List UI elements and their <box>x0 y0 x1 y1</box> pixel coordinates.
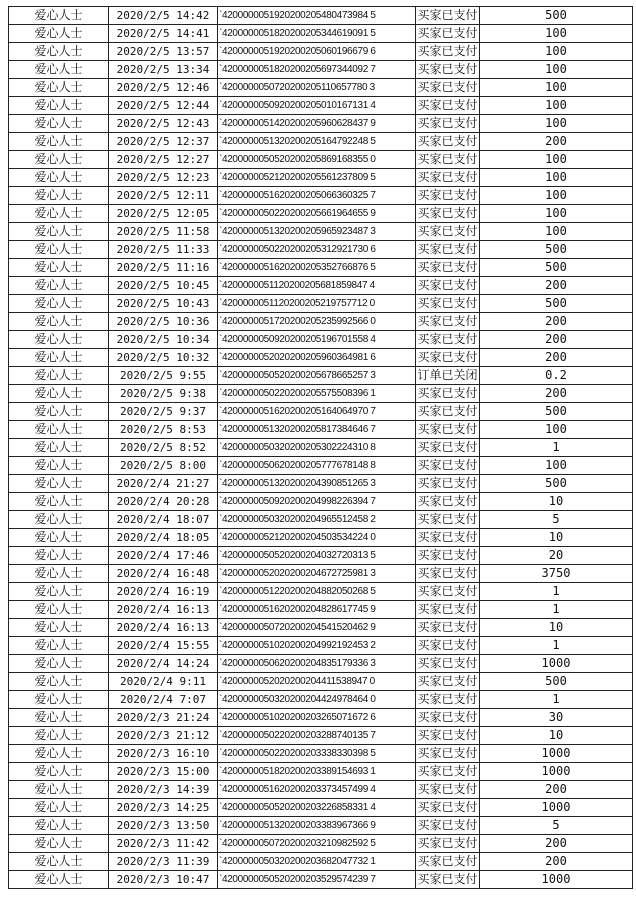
order-number-cell: `4200000051320200205164792248 5 <box>218 133 416 151</box>
payment-time-cell: 2020/2/4 18:07 <box>109 511 218 529</box>
payment-time-cell: 2020/2/5 9:38 <box>109 385 218 403</box>
payment-time-cell: 2020/2/5 12:46 <box>109 79 218 97</box>
order-number-cell: `4200000050920200205196701558 4 <box>218 331 416 349</box>
table-row <box>9 421 633 439</box>
payment-time-cell: 2020/2/3 10:47 <box>109 871 218 889</box>
donor-name-cell: 爱心人士 <box>9 421 109 439</box>
table-row <box>9 331 633 349</box>
amount-cell: 10 <box>480 727 633 745</box>
amount-cell: 100 <box>480 97 633 115</box>
order-number-cell: `4200000051320200205965923487 3 <box>218 223 416 241</box>
donor-name-cell: 爱心人士 <box>9 475 109 493</box>
donor-name-cell: 爱心人士 <box>9 259 109 277</box>
donor-name-cell: 爱心人士 <box>9 169 109 187</box>
table-row <box>9 475 633 493</box>
donor-name-cell: 爱心人士 <box>9 763 109 781</box>
payment-time-cell: 2020/2/5 13:57 <box>109 43 218 61</box>
donor-name-cell: 爱心人士 <box>9 529 109 547</box>
order-number-cell: `4200000051020200203265071672 6 <box>218 709 416 727</box>
order-status-cell: 买家已支付 <box>416 313 480 331</box>
order-status-cell: 买家已支付 <box>416 187 480 205</box>
donation-table-body <box>9 7 633 889</box>
donor-name-cell: 爱心人士 <box>9 25 109 43</box>
order-number-cell: `4200000051620200205066360325 7 <box>218 187 416 205</box>
amount-cell: 10 <box>480 619 633 637</box>
payment-time-cell: 2020/2/4 21:27 <box>109 475 218 493</box>
order-number-cell: `4200000050220200205312921730 6 <box>218 241 416 259</box>
order-number-cell: `4200000050320200205302224310 8 <box>218 439 416 457</box>
donor-name-cell: 爱心人士 <box>9 493 109 511</box>
donor-name-cell: 爱心人士 <box>9 385 109 403</box>
order-status-cell: 买家已支付 <box>416 853 480 871</box>
order-number-cell: `4200000051720200205235992566 0 <box>218 313 416 331</box>
payment-time-cell: 2020/2/5 10:34 <box>109 331 218 349</box>
payment-time-cell: 2020/2/5 12:05 <box>109 205 218 223</box>
donor-name-cell: 爱心人士 <box>9 115 109 133</box>
table-row <box>9 79 633 97</box>
amount-cell: 200 <box>480 349 633 367</box>
payment-time-cell: 2020/2/3 14:25 <box>109 799 218 817</box>
payment-time-cell: 2020/2/5 9:55 <box>109 367 218 385</box>
table-row <box>9 457 633 475</box>
table-row <box>9 97 633 115</box>
payment-time-cell: 2020/2/4 15:55 <box>109 637 218 655</box>
payment-time-cell: 2020/2/4 9:11 <box>109 673 218 691</box>
payment-time-cell: 2020/2/5 14:41 <box>109 25 218 43</box>
order-status-cell: 买家已支付 <box>416 439 480 457</box>
order-number-cell: `4200000050220200205575508396 1 <box>218 385 416 403</box>
order-number-cell: `4200000051320200204390851265 3 <box>218 475 416 493</box>
order-number-cell: `4200000050320200204965512458 2 <box>218 511 416 529</box>
donor-name-cell: 爱心人士 <box>9 637 109 655</box>
payment-time-cell: 2020/2/5 14:42 <box>109 7 218 25</box>
order-status-cell: 买家已支付 <box>416 457 480 475</box>
donor-name-cell: 爱心人士 <box>9 835 109 853</box>
amount-cell: 100 <box>480 43 633 61</box>
amount-cell: 500 <box>480 259 633 277</box>
order-status-cell: 买家已支付 <box>416 583 480 601</box>
order-status-cell: 买家已支付 <box>416 151 480 169</box>
amount-cell: 500 <box>480 673 633 691</box>
table-row <box>9 169 633 187</box>
amount-cell: 1000 <box>480 871 633 889</box>
amount-cell: 10 <box>480 493 633 511</box>
order-status-cell: 买家已支付 <box>416 637 480 655</box>
order-status-cell: 买家已支付 <box>416 295 480 313</box>
order-status-cell: 订单已关闭 <box>416 367 480 385</box>
table-row <box>9 835 633 853</box>
amount-cell: 1 <box>480 637 633 655</box>
payment-time-cell: 2020/2/5 8:00 <box>109 457 218 475</box>
payment-time-cell: 2020/2/5 12:43 <box>109 115 218 133</box>
order-status-cell: 买家已支付 <box>416 169 480 187</box>
donor-name-cell: 爱心人士 <box>9 205 109 223</box>
order-status-cell: 买家已支付 <box>416 385 480 403</box>
payment-time-cell: 2020/2/4 16:13 <box>109 601 218 619</box>
order-status-cell: 买家已支付 <box>416 475 480 493</box>
payment-time-cell: 2020/2/3 11:42 <box>109 835 218 853</box>
donor-name-cell: 爱心人士 <box>9 745 109 763</box>
table-row <box>9 619 633 637</box>
order-number-cell: `4200000050720200203210982592 5 <box>218 835 416 853</box>
amount-cell: 500 <box>480 403 633 421</box>
table-row <box>9 781 633 799</box>
order-status-cell: 买家已支付 <box>416 25 480 43</box>
donor-name-cell: 爱心人士 <box>9 619 109 637</box>
amount-cell: 100 <box>480 115 633 133</box>
table-row <box>9 493 633 511</box>
order-status-cell: 买家已支付 <box>416 259 480 277</box>
amount-cell: 100 <box>480 25 633 43</box>
order-number-cell: `4200000050620200204835179336 3 <box>218 655 416 673</box>
donor-name-cell: 爱心人士 <box>9 781 109 799</box>
order-number-cell: `4200000050720200204541520462 9 <box>218 619 416 637</box>
payment-time-cell: 2020/2/5 9:37 <box>109 403 218 421</box>
payment-time-cell: 2020/2/3 16:10 <box>109 745 218 763</box>
order-status-cell: 买家已支付 <box>416 763 480 781</box>
order-number-cell: `4200000050720200205110657780 3 <box>218 79 416 97</box>
order-number-cell: `4200000050220200203288740135 7 <box>218 727 416 745</box>
donor-name-cell: 爱心人士 <box>9 295 109 313</box>
order-status-cell: 买家已支付 <box>416 7 480 25</box>
order-status-cell: 买家已支付 <box>416 133 480 151</box>
payment-time-cell: 2020/2/5 8:53 <box>109 421 218 439</box>
amount-cell: 100 <box>480 151 633 169</box>
amount-cell: 20 <box>480 547 633 565</box>
table-row <box>9 727 633 745</box>
table-row <box>9 187 633 205</box>
amount-cell: 100 <box>480 187 633 205</box>
donor-name-cell: 爱心人士 <box>9 547 109 565</box>
table-row <box>9 43 633 61</box>
table-row <box>9 583 633 601</box>
order-status-cell: 买家已支付 <box>416 691 480 709</box>
table-row <box>9 601 633 619</box>
table-row <box>9 817 633 835</box>
payment-time-cell: 2020/2/3 14:39 <box>109 781 218 799</box>
order-number-cell: `4200000050520200204032720313 5 <box>218 547 416 565</box>
table-row <box>9 691 633 709</box>
payment-time-cell: 2020/2/4 16:13 <box>109 619 218 637</box>
order-number-cell: `4200000050220200205661964655 9 <box>218 205 416 223</box>
donor-name-cell: 爱心人士 <box>9 367 109 385</box>
order-status-cell: 买家已支付 <box>416 241 480 259</box>
order-number-cell: `4200000052020200204411538947 0 <box>218 673 416 691</box>
table-row <box>9 277 633 295</box>
table-row <box>9 241 633 259</box>
order-status-cell: 买家已支付 <box>416 799 480 817</box>
order-status-cell: 买家已支付 <box>416 349 480 367</box>
donor-name-cell: 爱心人士 <box>9 277 109 295</box>
donor-name-cell: 爱心人士 <box>9 241 109 259</box>
donor-name-cell: 爱心人士 <box>9 655 109 673</box>
amount-cell: 200 <box>480 277 633 295</box>
payment-time-cell: 2020/2/5 10:32 <box>109 349 218 367</box>
amount-cell: 200 <box>480 781 633 799</box>
table-row <box>9 295 633 313</box>
order-number-cell: `4200000051620200204828617745 9 <box>218 601 416 619</box>
order-status-cell: 买家已支付 <box>416 79 480 97</box>
order-status-cell: 买家已支付 <box>416 709 480 727</box>
order-number-cell: `4200000051620200205164064970 7 <box>218 403 416 421</box>
amount-cell: 0.2 <box>480 367 633 385</box>
payment-time-cell: 2020/2/5 12:44 <box>109 97 218 115</box>
amount-cell: 5 <box>480 817 633 835</box>
donor-name-cell: 爱心人士 <box>9 709 109 727</box>
order-number-cell: `4200000051320200205817384646 7 <box>218 421 416 439</box>
payment-time-cell: 2020/2/5 10:43 <box>109 295 218 313</box>
donor-name-cell: 爱心人士 <box>9 691 109 709</box>
order-status-cell: 买家已支付 <box>416 43 480 61</box>
payment-time-cell: 2020/2/5 12:23 <box>109 169 218 187</box>
donation-table <box>8 6 633 889</box>
table-row <box>9 223 633 241</box>
table-row <box>9 151 633 169</box>
order-number-cell: `4200000052020200204672725981 3 <box>218 565 416 583</box>
table-row <box>9 853 633 871</box>
table-row <box>9 529 633 547</box>
order-status-cell: 买家已支付 <box>416 835 480 853</box>
table-row <box>9 439 633 457</box>
table-row <box>9 133 633 151</box>
payment-time-cell: 2020/2/5 13:34 <box>109 61 218 79</box>
payment-time-cell: 2020/2/4 16:48 <box>109 565 218 583</box>
order-number-cell: `4200000051820200205697344092 7 <box>218 61 416 79</box>
order-number-cell: `4200000051820200203389154693 1 <box>218 763 416 781</box>
table-row <box>9 313 633 331</box>
table-row <box>9 655 633 673</box>
order-status-cell: 买家已支付 <box>416 493 480 511</box>
payment-time-cell: 2020/2/5 12:37 <box>109 133 218 151</box>
order-status-cell: 买家已支付 <box>416 817 480 835</box>
order-number-cell: `4200000052020200205960364981 6 <box>218 349 416 367</box>
order-status-cell: 买家已支付 <box>416 61 480 79</box>
order-status-cell: 买家已支付 <box>416 619 480 637</box>
order-number-cell: `4200000050320200203682047732 1 <box>218 853 416 871</box>
order-status-cell: 买家已支付 <box>416 331 480 349</box>
amount-cell: 100 <box>480 169 633 187</box>
amount-cell: 100 <box>480 61 633 79</box>
donor-name-cell: 爱心人士 <box>9 223 109 241</box>
payment-time-cell: 2020/2/4 17:46 <box>109 547 218 565</box>
order-number-cell: `4200000051320200203383967366 9 <box>218 817 416 835</box>
amount-cell: 5 <box>480 511 633 529</box>
amount-cell: 30 <box>480 709 633 727</box>
payment-time-cell: 2020/2/3 21:24 <box>109 709 218 727</box>
payment-time-cell: 2020/2/3 13:50 <box>109 817 218 835</box>
order-number-cell: `4200000050520200203529574239 7 <box>218 871 416 889</box>
donor-name-cell: 爱心人士 <box>9 511 109 529</box>
amount-cell: 500 <box>480 241 633 259</box>
donor-name-cell: 爱心人士 <box>9 565 109 583</box>
order-status-cell: 买家已支付 <box>416 601 480 619</box>
table-row <box>9 745 633 763</box>
order-status-cell: 买家已支付 <box>416 205 480 223</box>
order-number-cell: `4200000051620200203373457499 4 <box>218 781 416 799</box>
order-status-cell: 买家已支付 <box>416 547 480 565</box>
order-number-cell: `4200000051120200205681859847 4 <box>218 277 416 295</box>
payment-time-cell: 2020/2/4 20:28 <box>109 493 218 511</box>
amount-cell: 1000 <box>480 799 633 817</box>
donor-name-cell: 爱心人士 <box>9 727 109 745</box>
donor-name-cell: 爱心人士 <box>9 457 109 475</box>
donor-name-cell: 爱心人士 <box>9 673 109 691</box>
amount-cell: 200 <box>480 331 633 349</box>
payment-time-cell: 2020/2/4 18:05 <box>109 529 218 547</box>
amount-cell: 1000 <box>480 655 633 673</box>
amount-cell: 500 <box>480 475 633 493</box>
donor-name-cell: 爱心人士 <box>9 439 109 457</box>
order-status-cell: 买家已支付 <box>416 511 480 529</box>
order-number-cell: `4200000050620200205777678148 8 <box>218 457 416 475</box>
order-number-cell: `4200000051920200205480473984 5 <box>218 7 416 25</box>
amount-cell: 1 <box>480 439 633 457</box>
table-row <box>9 115 633 133</box>
payment-time-cell: 2020/2/5 8:52 <box>109 439 218 457</box>
table-row <box>9 7 633 25</box>
order-number-cell: `4200000050920200204998226394 7 <box>218 493 416 511</box>
order-number-cell: `4200000051820200205344619091 5 <box>218 25 416 43</box>
order-status-cell: 买家已支付 <box>416 529 480 547</box>
amount-cell: 100 <box>480 421 633 439</box>
amount-cell: 1 <box>480 583 633 601</box>
payment-time-cell: 2020/2/5 11:58 <box>109 223 218 241</box>
order-number-cell: `4200000050920200205010167131 4 <box>218 97 416 115</box>
amount-cell: 3750 <box>480 565 633 583</box>
donor-name-cell: 爱心人士 <box>9 133 109 151</box>
table-row <box>9 367 633 385</box>
order-number-cell: `4200000051220200204882050268 5 <box>218 583 416 601</box>
donor-name-cell: 爱心人士 <box>9 817 109 835</box>
order-number-cell: `4200000050520200203226858331 4 <box>218 799 416 817</box>
donor-name-cell: 爱心人士 <box>9 151 109 169</box>
table-row <box>9 511 633 529</box>
order-number-cell: `4200000050320200204424978464 0 <box>218 691 416 709</box>
order-status-cell: 买家已支付 <box>416 223 480 241</box>
order-number-cell: `4200000051420200205960628437 9 <box>218 115 416 133</box>
table-row <box>9 763 633 781</box>
donor-name-cell: 爱心人士 <box>9 331 109 349</box>
donor-name-cell: 爱心人士 <box>9 583 109 601</box>
order-status-cell: 买家已支付 <box>416 277 480 295</box>
amount-cell: 200 <box>480 385 633 403</box>
table-row <box>9 385 633 403</box>
donor-name-cell: 爱心人士 <box>9 43 109 61</box>
donor-name-cell: 爱心人士 <box>9 97 109 115</box>
table-row <box>9 565 633 583</box>
table-row <box>9 637 633 655</box>
table-row <box>9 547 633 565</box>
donor-name-cell: 爱心人士 <box>9 313 109 331</box>
order-status-cell: 买家已支付 <box>416 871 480 889</box>
amount-cell: 100 <box>480 223 633 241</box>
payment-time-cell: 2020/2/5 10:45 <box>109 277 218 295</box>
order-status-cell: 买家已支付 <box>416 781 480 799</box>
table-row <box>9 205 633 223</box>
amount-cell: 500 <box>480 7 633 25</box>
donor-name-cell: 爱心人士 <box>9 79 109 97</box>
amount-cell: 200 <box>480 835 633 853</box>
payment-time-cell: 2020/2/3 15:00 <box>109 763 218 781</box>
order-status-cell: 买家已支付 <box>416 565 480 583</box>
order-status-cell: 买家已支付 <box>416 403 480 421</box>
payment-time-cell: 2020/2/5 11:33 <box>109 241 218 259</box>
amount-cell: 100 <box>480 457 633 475</box>
payment-time-cell: 2020/2/5 12:27 <box>109 151 218 169</box>
table-row <box>9 349 633 367</box>
table-row <box>9 61 633 79</box>
payment-time-cell: 2020/2/4 14:24 <box>109 655 218 673</box>
amount-cell: 200 <box>480 133 633 151</box>
donor-name-cell: 爱心人士 <box>9 799 109 817</box>
amount-cell: 200 <box>480 853 633 871</box>
payment-time-cell: 2020/2/3 21:12 <box>109 727 218 745</box>
amount-cell: 1000 <box>480 745 633 763</box>
table-row <box>9 259 633 277</box>
donor-name-cell: 爱心人士 <box>9 7 109 25</box>
amount-cell: 500 <box>480 295 633 313</box>
order-number-cell: `4200000051020200204992192453 2 <box>218 637 416 655</box>
donor-name-cell: 爱心人士 <box>9 853 109 871</box>
donor-name-cell: 爱心人士 <box>9 871 109 889</box>
order-status-cell: 买家已支付 <box>416 97 480 115</box>
amount-cell: 100 <box>480 205 633 223</box>
order-number-cell: `4200000051620200205352766876 5 <box>218 259 416 277</box>
table-row <box>9 871 633 889</box>
table-row <box>9 799 633 817</box>
payment-time-cell: 2020/2/5 10:36 <box>109 313 218 331</box>
payment-time-cell: 2020/2/5 12:11 <box>109 187 218 205</box>
order-number-cell: `4200000050220200203338330398 5 <box>218 745 416 763</box>
amount-cell: 100 <box>480 79 633 97</box>
order-status-cell: 买家已支付 <box>416 673 480 691</box>
amount-cell: 200 <box>480 313 633 331</box>
donor-name-cell: 爱心人士 <box>9 187 109 205</box>
order-status-cell: 买家已支付 <box>416 745 480 763</box>
table-row <box>9 709 633 727</box>
order-number-cell: `4200000052120200205561237809 5 <box>218 169 416 187</box>
payment-time-cell: 2020/2/4 7:07 <box>109 691 218 709</box>
order-number-cell: `4200000050520200205678665257 3 <box>218 367 416 385</box>
payment-time-cell: 2020/2/4 16:19 <box>109 583 218 601</box>
donor-name-cell: 爱心人士 <box>9 403 109 421</box>
order-number-cell: `4200000050520200205869168355 0 <box>218 151 416 169</box>
order-number-cell: `4200000051920200205060196679 6 <box>218 43 416 61</box>
order-number-cell: `4200000052120200204503534224 0 <box>218 529 416 547</box>
order-status-cell: 买家已支付 <box>416 421 480 439</box>
donor-name-cell: 爱心人士 <box>9 61 109 79</box>
donor-name-cell: 爱心人士 <box>9 349 109 367</box>
amount-cell: 10 <box>480 529 633 547</box>
payment-time-cell: 2020/2/5 11:16 <box>109 259 218 277</box>
table-row <box>9 25 633 43</box>
amount-cell: 1 <box>480 601 633 619</box>
order-status-cell: 买家已支付 <box>416 115 480 133</box>
order-status-cell: 买家已支付 <box>416 655 480 673</box>
table-row <box>9 403 633 421</box>
payment-time-cell: 2020/2/3 11:39 <box>109 853 218 871</box>
amount-cell: 1 <box>480 691 633 709</box>
amount-cell: 1000 <box>480 763 633 781</box>
table-row <box>9 673 633 691</box>
order-number-cell: `4200000051120200205219757712 0 <box>218 295 416 313</box>
donor-name-cell: 爱心人士 <box>9 601 109 619</box>
order-status-cell: 买家已支付 <box>416 727 480 745</box>
